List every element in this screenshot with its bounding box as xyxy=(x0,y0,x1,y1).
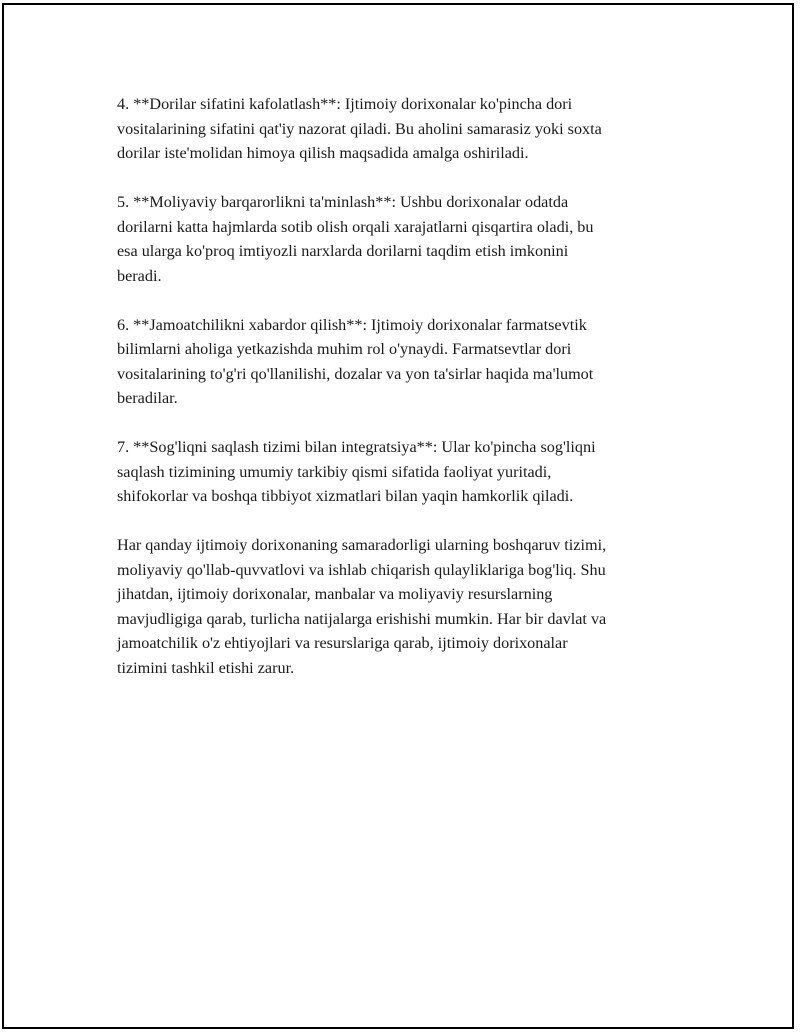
text-line: saqlash tizimining umumiy tarkibiy qismi sifatida faoliyat yuritadi, xyxy=(117,462,552,481)
text-line: 7. **Sog'liqni saqlash tizimi bilan integratsiya**: Ular ko'pincha sog'liqni xyxy=(117,438,596,456)
paragraph-conclusion xyxy=(117,533,692,680)
paragraph-item-4 xyxy=(117,92,692,166)
text-line: shifokorlar va boshqa tibbiyot xizmatlari bilan yaqin hamkorlik qiladi. xyxy=(117,487,574,505)
text-line: dorilarni katta hajmlarda sotib olish orqali xarajatlarni qisqartira oladi, bu xyxy=(117,217,594,236)
text-line: tizimini tashkil etishi zarur. xyxy=(117,658,295,677)
text-line: esa ularga ko'proq imtiyozli narxlarda dorilarni taqdim etish imkonini xyxy=(117,242,569,260)
text-line: beradi. xyxy=(117,266,162,285)
text-line: Har qanday ijtimoiy dorixonaning samaradorligi ularning boshqaruv tizimi, xyxy=(117,536,607,554)
text-line: moliyaviy qo'llab-quvvatlovi va ishlab chiqarish qulayliklariga bog'liq. Shu xyxy=(117,560,606,579)
document-body xyxy=(117,92,692,705)
text-line: vositalarining sifatini qat'iy nazorat qiladi. Bu aholini samarasiz yoki soxta xyxy=(117,119,602,138)
text-line: dorilar iste'molidan himoya qilish maqsadida amalga oshiriladi. xyxy=(117,144,529,162)
paragraph-item-6 xyxy=(117,313,692,411)
text-line: bilimlarni aholiga yetkazishda muhim rol o'ynaydi. Farmatsevtlar dori xyxy=(117,340,572,358)
text-line: 6. **Jamoatchilikni xabardor qilish**: Ijtimoiy dorixonalar farmatsevtik xyxy=(117,315,587,334)
text-line: beradilar. xyxy=(117,389,178,407)
paragraph-item-5 xyxy=(117,190,692,288)
text-line: jamoatchilik o'z ehtiyojlari va resurslariga qarab, ijtimoiy dorixonalar xyxy=(117,634,568,652)
text-line: mavjudligiga qarab, turlicha natijalarga erishishi mumkin. Har bir davlat va xyxy=(117,609,607,628)
text-line: jihatdan, ijtimoiy dorixonalar, manbalar va moliyaviy resurslarning xyxy=(117,585,553,603)
paragraph-item-7 xyxy=(117,435,692,509)
text-line: 4. **Dorilar sifatini kafolatlash**: Ijtimoiy dorixonalar ko'pincha dori xyxy=(117,95,573,113)
text-line: 5. **Moliyaviy barqarorlikni ta'minlash**: Ushbu dorixonalar odatda xyxy=(117,193,569,211)
text-line: vositalarining to'g'ri qo'llanilishi, dozalar va yon ta'sirlar haqida ma'lumot xyxy=(117,364,594,383)
